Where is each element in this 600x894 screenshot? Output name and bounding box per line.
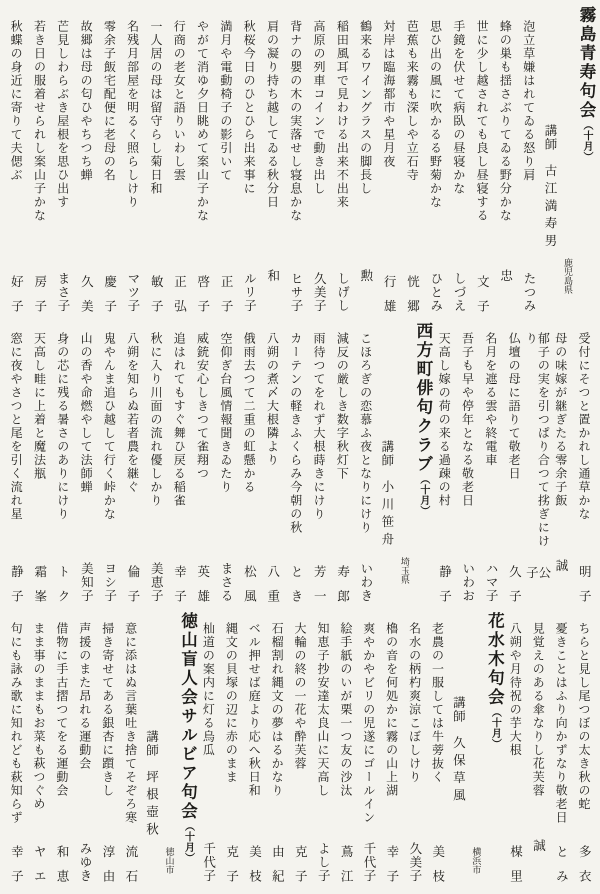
poem-column xyxy=(168,4,190,324)
poem-column xyxy=(573,320,595,614)
poem-text: 郁子の実を引つぱり合つて挘ぎにけり xyxy=(524,332,551,548)
poem-column xyxy=(550,610,572,894)
poem-text: 句にも詠み歌に知れども萩知らず xyxy=(9,622,24,825)
poem-column xyxy=(122,4,144,320)
poem-author: ヒサ子 xyxy=(288,271,304,312)
poem-text: 縄文の貝塚の辺に赤のまま xyxy=(224,622,239,784)
poem-text: 八朔の煮〆大根隣より xyxy=(265,332,280,467)
poem-column xyxy=(331,320,353,614)
poem-column xyxy=(220,610,242,894)
poem-text: 泡立草嫌はれてゐる怒り肩 xyxy=(521,20,536,182)
poem-author: 幸子 xyxy=(9,845,25,894)
poem-author: ルリ子 xyxy=(242,271,258,312)
poem-text: 吾子も早や停年となる敬老日 xyxy=(460,332,475,508)
poem-author: 久美 xyxy=(79,275,95,324)
poem-column xyxy=(503,320,525,614)
poem-text: 名残月部屋を明るく照らしけり xyxy=(125,20,140,209)
poem-author: 千代子 xyxy=(201,841,217,882)
poem-column xyxy=(358,610,380,890)
region-label: 徳山市 xyxy=(163,847,174,874)
poem-author: 久子 xyxy=(507,565,523,614)
poem-text: 杣道の案内に灯る烏瓜 xyxy=(201,622,216,757)
poem-author: 公子 xyxy=(524,566,552,591)
section-header xyxy=(143,610,197,890)
poem-text: 手鏡を伏せて病臥の昼寝かな xyxy=(451,20,466,196)
poem-column xyxy=(285,320,307,614)
poem-text: 山の香や命燃やして法師蝉 xyxy=(79,332,94,494)
poem-column xyxy=(457,320,479,610)
poem-author: 好子 xyxy=(9,275,25,324)
poem-author: 千代子 xyxy=(362,841,377,882)
poem-column xyxy=(145,320,167,610)
poem-text: 減反の厳しき数字秋灯下 xyxy=(335,332,350,481)
section-header xyxy=(541,4,595,320)
lecturer-label: 講師 xyxy=(379,440,395,467)
poem-column xyxy=(75,320,97,610)
poem-author: 啓子 xyxy=(195,275,211,324)
poem-column xyxy=(518,4,540,320)
poem-text: 母の味嫁が継ぎたる零余子飯 xyxy=(553,332,568,508)
poem-author: トク xyxy=(56,565,72,614)
poem-author: 英雄 xyxy=(195,565,211,614)
poem-author: 蔦江 xyxy=(339,845,355,894)
poem-text: 世に少し越されても良し昼寝する xyxy=(475,20,490,223)
poem-author: 美枝 xyxy=(430,845,446,894)
region-label: 鹿児島県 xyxy=(562,258,572,294)
poem-author: 流石 xyxy=(123,845,139,894)
poem-column xyxy=(308,320,330,614)
poem-author: ヤエ xyxy=(32,845,48,894)
poem-column xyxy=(192,4,214,324)
poem-text: 空仰ぎ台風情報聞きゐたり xyxy=(218,332,233,494)
section-title: 西方町俳句クラブ xyxy=(413,322,433,474)
poem-author: ハマ子 xyxy=(484,561,500,602)
poem-text: 声援のまた昂れる運動会 xyxy=(77,622,92,771)
poem-text: 零余子飯宅配便に老母の名 xyxy=(102,20,117,182)
poem-author: 松風 xyxy=(242,565,258,614)
poem-author: 誠 xyxy=(553,558,569,572)
poem-author: 美枝 xyxy=(247,845,263,894)
poem-text: 櫓の音を何処かに霧の山上湖 xyxy=(384,622,399,798)
poem-column xyxy=(266,610,288,894)
lecturer-label: 講師 xyxy=(451,696,467,723)
poem-text: 爽やかやビリの児遂にゴールイン xyxy=(361,622,376,825)
poem-author: ひとみ xyxy=(428,271,444,312)
poem-column xyxy=(550,320,572,610)
section-title-column xyxy=(178,612,197,884)
poem-column xyxy=(28,610,50,894)
poem-text: 肩の凝り持ち越してゐる秋分日 xyxy=(265,20,280,209)
poem-column xyxy=(527,610,549,890)
poem-text: 石榴割れ縄文の夢はるかなり xyxy=(270,622,285,798)
poem-text: やがて消ゆ夕日眺めて案山子かな xyxy=(195,20,210,223)
poem-column xyxy=(355,320,377,610)
poem-text: 威銃安心しきつて雀翔つ xyxy=(195,332,210,481)
poem-column xyxy=(261,4,283,320)
poem-author: 誠 xyxy=(531,838,547,852)
poem-author: 行雄 xyxy=(382,275,398,324)
poem-text: 名水の柄杓爽涼こぼしけり xyxy=(407,622,422,784)
poem-column xyxy=(75,4,97,324)
poem-column xyxy=(28,320,50,614)
poem-text: 八朔を知らぬ若者農を継ぐ xyxy=(125,332,140,494)
poem-author: しげし xyxy=(335,271,351,312)
poem-column xyxy=(261,320,283,614)
poem-author: 淳由 xyxy=(100,845,116,894)
poem-text: 雨待つてをれず大根蒔きにけり xyxy=(312,332,327,521)
poem-column xyxy=(197,610,219,890)
poem-text: 天高し嫁の荷の来る過疎の村 xyxy=(437,332,452,508)
poem-column xyxy=(97,610,119,894)
poem-column xyxy=(404,610,426,890)
poem-column xyxy=(215,4,237,324)
poem-author: 楳里 xyxy=(508,845,524,894)
lecturer-line xyxy=(378,322,396,604)
lecturer-name: 小川笹舟 xyxy=(379,480,395,550)
poem-column xyxy=(378,4,400,324)
section-header xyxy=(449,610,503,890)
poem-author: 寿郎 xyxy=(335,565,351,614)
poem-author: 恍郷 xyxy=(405,275,421,324)
poem-column xyxy=(145,4,167,324)
poem-text: 身の芯に残る暑さのありにけり xyxy=(55,332,70,521)
poem-text: 蜂の巣も揺さぶりてゐる野分かな xyxy=(498,20,513,223)
poem-author: 勲 xyxy=(358,268,374,282)
poem-author: 正子 xyxy=(219,275,235,324)
poem-text: 絵手紙のいが栗一つ友の沙汰 xyxy=(338,622,353,798)
poem-text: 掃き寄せてある銀杏に躓きし xyxy=(100,622,115,798)
poem-text: 仏壇の母に語りて敬老日 xyxy=(507,332,522,481)
poem-column xyxy=(425,4,447,320)
poem-column xyxy=(215,320,237,610)
poem-author: 多衣 xyxy=(577,845,593,894)
poem-text: 老農の一服しては牛蒡抜く xyxy=(430,622,445,784)
poem-text: 背ナの嬰の木の実落せし寝息かな xyxy=(288,20,303,223)
poem-column xyxy=(5,320,27,614)
lecturer-name: 古江満寿男 xyxy=(543,164,558,252)
poem-text: 一人居の母は留守らし菊日和 xyxy=(148,20,163,196)
poem-text: 秋桜今日のひとひら出来事に xyxy=(242,20,257,196)
poem-text: 満月や電動椅子の影引いて xyxy=(218,20,233,182)
poem-column xyxy=(448,4,470,320)
poem-author: 久美子 xyxy=(407,841,423,882)
poem-author: マツ子 xyxy=(125,271,141,312)
poem-author: 明子 xyxy=(577,565,593,614)
poem-text: 意に添はぬ言葉吐き捨てそぞろ寒 xyxy=(123,622,138,825)
poem-author: 倫子 xyxy=(125,565,141,614)
lecturer-name: 坪根壺秋 xyxy=(144,770,160,840)
month-label: （十月） xyxy=(581,120,592,162)
poem-text: 芭蕉も来霧も深しや立石寺 xyxy=(405,20,420,182)
poem-text: 稲田風耳で見わける出来不出来 xyxy=(335,20,350,209)
poem-text: 秋に入り川面の流れ優しかり xyxy=(148,332,163,508)
poem-text: 八朔や月待祝の芋大根 xyxy=(508,622,523,757)
lecturer-label: 講師 xyxy=(543,124,558,151)
poem-author: 慶子 xyxy=(102,275,118,324)
poem-column xyxy=(381,610,403,894)
poem-column xyxy=(471,4,493,324)
poem-author: まさ子 xyxy=(56,271,72,312)
poem-column xyxy=(335,610,357,894)
poem-author: 静子 xyxy=(9,565,25,614)
poem-text: 窓に夜やさつと尾を引く流れ星 xyxy=(9,332,24,521)
poem-author: 正弘 xyxy=(172,275,188,324)
poem-author: 美知子 xyxy=(79,561,95,602)
poem-author: 幸子 xyxy=(172,565,188,614)
poem-column xyxy=(98,4,120,324)
poem-text: 対岸は臨海都市や星月夜 xyxy=(381,20,396,169)
poem-author: 克子 xyxy=(293,845,309,894)
poem-author: 和恵 xyxy=(55,845,71,894)
poem-text: 若き日の服着せられし案山子かな xyxy=(32,20,47,223)
poem-author: 克子 xyxy=(224,845,240,894)
text-band xyxy=(5,4,596,324)
lecturer-line xyxy=(143,612,161,884)
poem-author: とみ xyxy=(554,845,570,894)
poem-author: 忠 xyxy=(498,268,514,282)
section-title-column xyxy=(484,612,503,884)
poem-column xyxy=(504,610,526,894)
month-label: （十月） xyxy=(182,821,194,863)
region-label: 埼玉県 xyxy=(398,557,409,584)
month-label: （十月） xyxy=(417,474,429,516)
poem-text: 見覚えのある傘なりし花芙蓉 xyxy=(531,622,546,798)
poem-column xyxy=(426,610,448,894)
section-title-column xyxy=(413,322,432,604)
poem-column xyxy=(238,4,260,320)
poem-column xyxy=(494,4,516,320)
poem-author: 八重 xyxy=(265,565,281,614)
poem-column xyxy=(28,4,50,324)
section-title-column xyxy=(576,6,595,314)
poem-column xyxy=(238,320,260,614)
poem-text: 借物に手古摺つてをる運動会 xyxy=(54,622,69,798)
lecturer-label: 講師 xyxy=(144,730,160,757)
section-header xyxy=(378,320,432,610)
section-title: 徳山盲人会サルビア句会 xyxy=(178,612,198,821)
poem-text: 鶴来るワイングラスの脚長し xyxy=(358,20,373,196)
poem-author: 美恵子 xyxy=(149,561,165,602)
poem-text: 鬼やんま追ひ越して行く峠かな xyxy=(102,332,117,521)
poem-text: 名月を遮る雲や終電車 xyxy=(483,332,498,467)
poem-author: 幸子 xyxy=(384,845,400,894)
poem-text: 追はれてもすぐ舞ひ戻る稲雀 xyxy=(172,332,187,508)
lecturer-line xyxy=(449,612,467,884)
text-band xyxy=(5,610,595,894)
poem-author: 房子 xyxy=(32,275,48,324)
poem-text: 受付にそつと置かれし通草かな xyxy=(577,332,591,521)
poem-author: 文子 xyxy=(475,275,491,324)
poem-author: いわき xyxy=(358,561,374,602)
poem-text: 芒見しわらぶき屋根を思ひ出す xyxy=(55,20,70,209)
poem-author: 静子 xyxy=(437,565,453,614)
poem-text: 秋蝶の身近に寄りて夫偲ぶ xyxy=(9,20,24,182)
poem-column xyxy=(355,4,377,320)
poem-author: ヨシ子 xyxy=(102,561,118,602)
poem-column xyxy=(289,610,311,894)
poem-column xyxy=(51,610,73,894)
poem-text: 行商の老女と語りいわし雲 xyxy=(172,20,187,182)
poem-text: 憂きことはふり向かずなり敬老日 xyxy=(554,622,569,825)
poem-column xyxy=(168,320,190,614)
poem-column xyxy=(243,610,265,894)
poem-column xyxy=(120,610,142,894)
poem-author: 敏子 xyxy=(149,275,165,324)
poem-author: まさる xyxy=(219,561,235,602)
section-title: 花水木句会 xyxy=(485,612,505,707)
month-label: （十月） xyxy=(489,707,501,749)
poem-text: 知恵子抄安達太良山に天高し xyxy=(315,622,330,798)
poem-author: いわお xyxy=(460,561,476,602)
poem-column xyxy=(122,320,144,614)
poem-text: 大輪の終の一花や酔芙蓉 xyxy=(293,622,308,771)
poem-text: ベル押せば庭より応へ秋日和 xyxy=(247,622,262,798)
poem-text: まま事のままもお菜も萩つぐめ xyxy=(31,622,46,811)
poem-text: ちらと見し尾つぼの太き秋の蛇 xyxy=(577,622,591,811)
poem-text: 高原の列車コインで動き出し xyxy=(312,20,327,196)
poem-column xyxy=(52,4,74,320)
section-title: 霧島青寿句会 xyxy=(577,6,596,120)
poem-text: 天高し畦に上着と魔法瓶 xyxy=(32,332,47,481)
poem-column xyxy=(312,610,334,890)
poem-author: とき xyxy=(288,565,304,614)
poem-column xyxy=(285,4,307,320)
poem-column xyxy=(401,4,423,324)
poem-column xyxy=(308,4,330,320)
poem-column xyxy=(98,320,120,610)
poem-author: 久美子 xyxy=(312,271,328,312)
poem-column xyxy=(5,4,27,324)
poem-column xyxy=(74,610,96,890)
poem-column xyxy=(52,320,74,614)
poem-author: みゆき xyxy=(78,841,94,882)
poem-column xyxy=(192,320,214,614)
poem-author: 霜峯 xyxy=(32,565,48,614)
poem-author: 芳一 xyxy=(312,565,328,614)
poem-column xyxy=(5,610,27,894)
poem-author: 和 xyxy=(265,268,281,282)
poem-author: しづえ xyxy=(452,271,468,312)
poem-author: 由紀 xyxy=(270,845,286,894)
poem-author: たつみ xyxy=(521,271,537,312)
poem-column xyxy=(524,320,552,610)
poem-column xyxy=(480,320,502,610)
poem-column xyxy=(331,4,353,320)
poem-text: 思ひ出の風に吹かるる野菊かな xyxy=(428,20,443,209)
poem-text: こほろぎの恋慕ふ夜となりにけり xyxy=(358,332,373,535)
poem-author: よし子 xyxy=(316,841,332,882)
region-label: 横浜市 xyxy=(470,847,481,874)
poem-column xyxy=(573,610,595,894)
lecturer-name: 久保草風 xyxy=(451,736,467,806)
text-band xyxy=(5,320,595,614)
lecturer-line xyxy=(541,6,559,314)
poem-text: 故郷は母の匂ひやちつち蝉 xyxy=(79,20,94,182)
poem-column xyxy=(433,320,455,614)
poem-text: カーテンの軽きふくらみ今朝の秋 xyxy=(288,332,303,535)
poem-text: 俄雨去つて二重の虹懸かる xyxy=(242,332,257,494)
